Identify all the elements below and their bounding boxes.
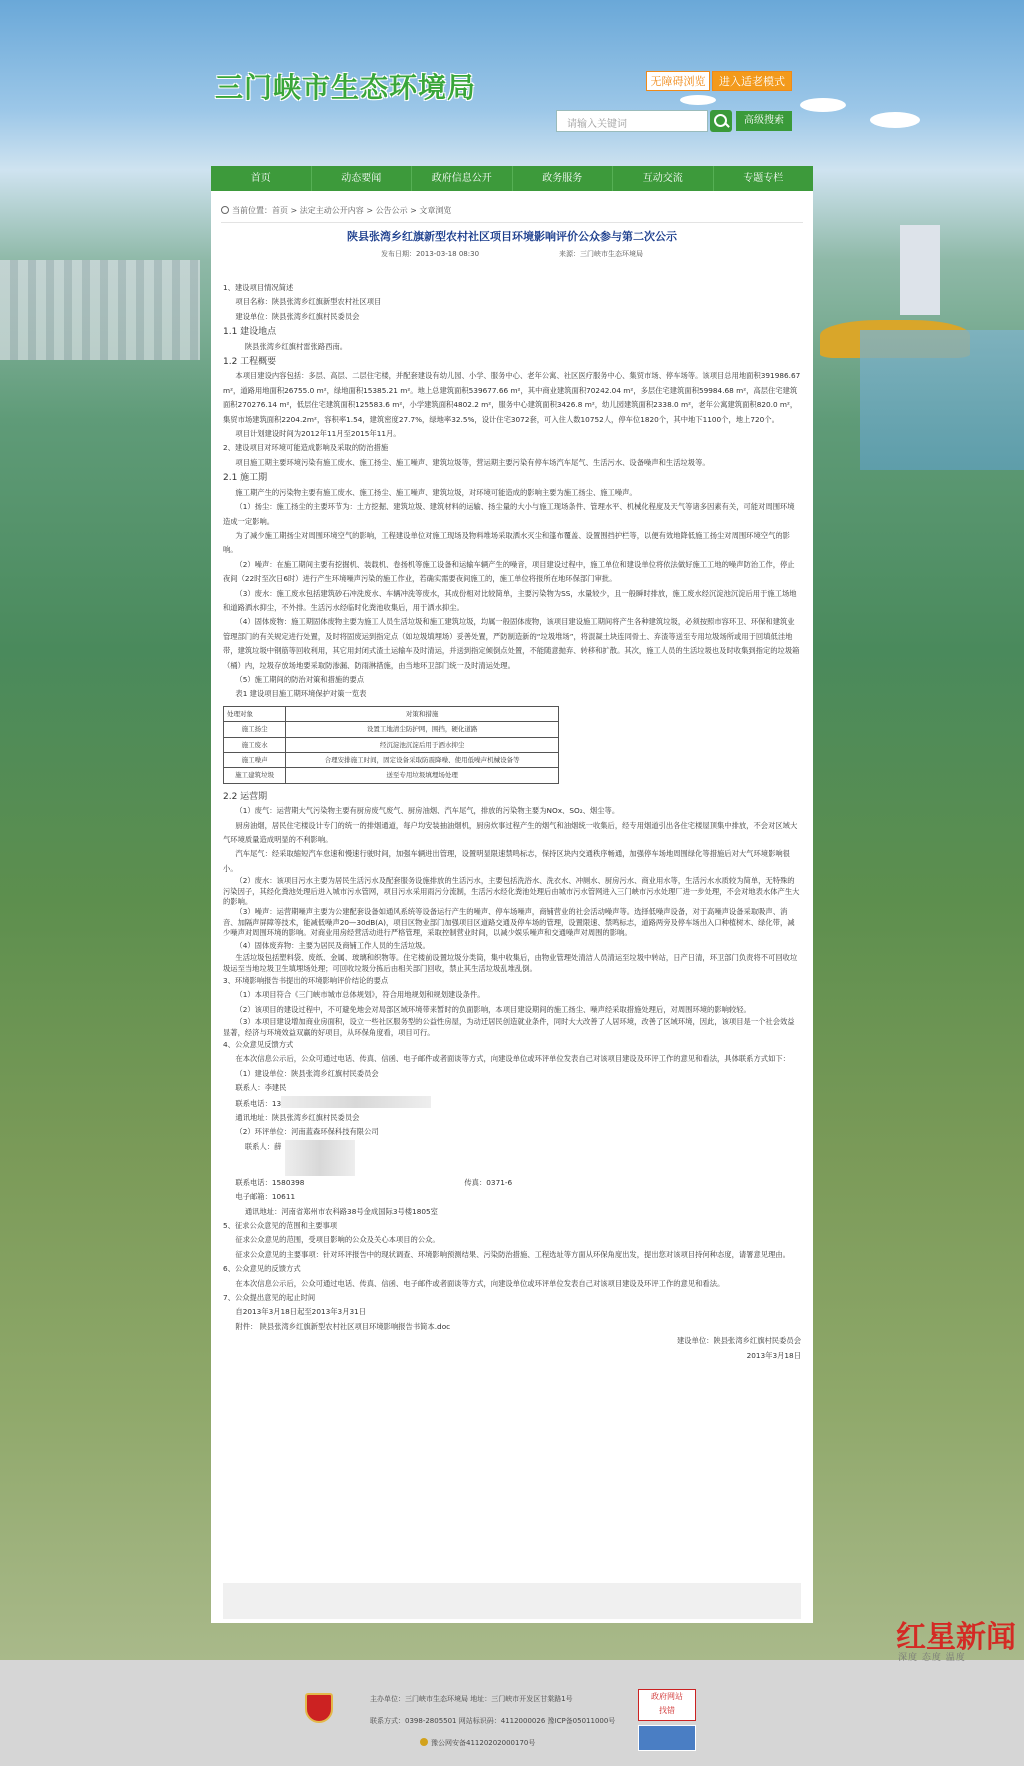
table-cell: 施工扬尘 bbox=[224, 722, 286, 737]
body-text: 7、公众提出意见的起止时间 bbox=[223, 1293, 316, 1303]
error-report-badge[interactable] bbox=[638, 1689, 696, 1721]
article-meta bbox=[211, 249, 813, 259]
table-cell: 经沉淀池沉淀后用于洒水抑尘 bbox=[286, 737, 559, 752]
contact-line: 通讯地址：陕县张湾乡红旗村民委员会 bbox=[235, 1112, 360, 1122]
contact-line: （1）建设单位：陕县张湾乡红旗村民委员会 bbox=[235, 1068, 379, 1078]
section-heading: 1.2 工程概要 bbox=[223, 357, 277, 368]
body-text: （5）施工期间的防治对策和措施的要点 bbox=[235, 674, 365, 684]
bg-town bbox=[0, 260, 200, 360]
body-text: 4、公众意见反馈方式 bbox=[223, 1039, 294, 1049]
body-text: 施工期产生的污染物主要有施工废水、施工扬尘、施工噪声、建筑垃圾，对环境可能造成的影响主要为施工扬尘、施工噪声。 bbox=[235, 487, 637, 497]
body-text: 3、环境影响报告书提出的环境影响评价结论的要点 bbox=[223, 975, 389, 985]
body-text: 项目计划建设时间为2012年11月至2015年11月。 bbox=[235, 429, 401, 439]
contact-email: 电子邮箱：10611 bbox=[235, 1192, 296, 1202]
contact-line: （2）环评单位：河南蓝森环保科技有限公司 bbox=[235, 1127, 379, 1137]
accessibility-button[interactable]: 无障碍浏览 bbox=[646, 71, 710, 91]
body-text: 在本次信息公示后，公众可通过电话、传真、信函、电子邮件或者面谈等方式，向建设单位或环评单位发表自己对该项目建设及环评工作的意见和看法。 bbox=[235, 1278, 725, 1288]
measures-table bbox=[223, 706, 559, 784]
search-input[interactable]: 请输入关键词 bbox=[556, 110, 708, 132]
body-text: 在本次信息公示后，公众可通过电话、传真、信函、电子邮件或者面谈等方式，向建设单位或环评单位发表自己对该项目建设及环评工作的意见和看法，具体联系方式如下： bbox=[235, 1054, 790, 1064]
swan-decoration bbox=[680, 95, 716, 105]
signature: 建设单位：陕县张湾乡红旗村民委员会 bbox=[676, 1336, 801, 1346]
footer-police bbox=[420, 1738, 535, 1748]
table-header-cell: 对策和措施 bbox=[286, 706, 559, 721]
article-panel bbox=[211, 191, 813, 1623]
body-text: （4）固体废弃物：主要为居民及商铺工作人员的生活垃圾。 bbox=[235, 940, 430, 950]
party-emblem-icon[interactable] bbox=[305, 1693, 333, 1723]
body-text: 为了减少施工期扬尘对周围环境空气的影响，工程建设单位对施工现场及物料堆场采取洒水灭尘和篷布覆盖、设置围挡护栏等，以便有效地降低施工扬尘对周围环境空气的影响。 bbox=[223, 530, 790, 555]
site-footer bbox=[0, 1660, 1024, 1766]
breadcrumb-text[interactable]: 当前位置：首页 > 法定主动公开内容 > 公告公示 > 文章浏览 bbox=[232, 206, 452, 215]
bg-towers bbox=[900, 225, 940, 315]
body-text: （1）本项目符合《三门峡市城市总体规划》，符合用地规划和规划建设条件。 bbox=[235, 990, 485, 1000]
section-heading: 2.2 运营期 bbox=[223, 791, 268, 802]
police-badge-icon bbox=[420, 1738, 428, 1746]
body-text: 本项目建设内容包括：多层、高层、二层住宅楼，并配套建设有幼儿园、小学、服务中心、老年公寓、社区医疗服务中心、集贸市场、停车场等。该项目总用地面积391986.67 m²，道路用地面积26755.0 m²，绿地面积15385.21 m²。地上总建筑面积539677.66 m²，其中商业建筑面积70242.04 m²，多层住宅建筑面积59984.68 m²，高层住宅建筑面积270276.14 m²，低层住宅建筑面积125583.6 m²，小学建筑面积4802.2 m²，服务中心建筑面积3426.8 m²，幼儿园建筑面积2338.0 m²，老年公寓建筑面积820.0 m²，集贸市场建筑面积2204.2m²，容积率1.54，建筑密度27.7%，绿地率32.5%，设计住宅3072套，可入住人数10752人，停车位1820个，其中地下1100个，地上720个。 bbox=[223, 371, 801, 424]
body-text: 项目施工期主要环境污染有施工废水、施工扬尘、施工噪声、建筑垃圾等，营运期主要污染有停车场汽车尾气、生活污水、设备噪声和生活垃圾等。 bbox=[235, 457, 710, 467]
watermark-brand: 红星新闻 bbox=[896, 1620, 1016, 1655]
table-cell: 设置工地清尘防护网，围挡，硬化道路 bbox=[286, 722, 559, 737]
signature-date: 2013年3月18日 bbox=[746, 1350, 801, 1360]
contact-phone: 联系电话：13 bbox=[235, 1098, 282, 1108]
nav-home[interactable]: 首页 bbox=[211, 166, 312, 191]
body-text: （3）噪声：运营期噪声主要为公建配套设备如通风系统等设备运行产生的噪声、停车场噪声，商铺营业的社会活动噪声等。选择低噪声设备，对于高噪声设备采取吸声、消音、加隔声屏障等技术，能减低噪声20—30dB(A)，项目区物业部门加强项目区道路交通及停车场的管理，设置限速、禁鸣标志，道路两旁及停车场出入口种植树木、绿化带，减少噪声对周围环境的影响。对商业用房经营活动进行严格管理，采取控制营业时间，以减少娱乐噪声和交通噪声对周围的影响。 bbox=[223, 907, 795, 938]
body-text: （1）扬尘：施工扬尘的主要环节为：土方挖掘、建筑垃圾、建筑材料的运输、扬尘量的大小与施工现场条件、管理水平、机械化程度及天气等诸多因素有关，可能对周围环境造成一定影响。 bbox=[223, 502, 795, 526]
body-text: （1）废气：运营期大气污染物主要有厨房废气废气、厨房油烟、汽车尾气，排放的污染物主要为NOx、SO₂、烟尘等。 bbox=[235, 806, 620, 816]
footer-police-text[interactable]: 豫公网安备41120202000170号 bbox=[431, 1739, 536, 1747]
table-row bbox=[224, 737, 559, 752]
nav-info-disclosure[interactable]: 政府信息公开 bbox=[412, 166, 513, 191]
elderly-mode-button[interactable]: 进入适老模式 bbox=[712, 71, 792, 91]
body-text: （3）废水：施工废水包括建筑砂石冲洗废水、车辆冲洗等废水，其成份相对比较简单，主要污染物为SS，水量较少，且一般瞬时排放，施工废水经沉淀池沉淀后用于施工场地和道路洒水抑尘，不外排。生活污水经临时化粪池收集后，用于洒水抑尘。 bbox=[223, 588, 797, 612]
contact-address: 通讯地址：河南省郑州市农科路38号金成国际3号楼1805室 bbox=[244, 1206, 438, 1216]
table-header-row bbox=[224, 706, 559, 721]
table-cell: 送至专用垃圾填埋场处理 bbox=[286, 768, 559, 783]
body-text: 厨房油烟，居民住宅楼设计专门的统一的排烟通道，每户均安装抽油烟机，厨房炊事过程产生的烟气和油烟统一收集后，经专用烟道引出各住宅楼屋顶集中排放，不会对区域大气环境质量造成明显的不利影响。 bbox=[223, 820, 798, 845]
body-text: 生活垃圾包括塑料袋、废纸、金属、玻璃和织物等。住宅楼前设置垃圾分类筒，集中收集后，由物业管理处清洁人员清运至垃圾中转站，日产日清，环卫部门负责将不可回收垃圾运至当地垃圾卫生填埋场处理；可回收垃圾分拣后由相关部门回收，禁止其生活垃圾乱堆乱倒。 bbox=[223, 953, 798, 973]
table-cell: 合理安排施工时间，固定设备采取防震降噪、使用低噪声机械设备等 bbox=[286, 753, 559, 768]
contact-fax: 传真：0371-6 bbox=[464, 1177, 513, 1187]
table-row bbox=[224, 753, 559, 768]
gov-site-badge-icon[interactable] bbox=[638, 1725, 696, 1751]
breadcrumb bbox=[221, 205, 803, 223]
contact-line: 联系人：李建民 bbox=[235, 1083, 287, 1093]
table-cell: 施工废水 bbox=[224, 737, 286, 752]
swan-decoration bbox=[800, 98, 846, 112]
body-text: 2、建设项目对环境可能造成影响及采取的防治措施 bbox=[223, 443, 389, 453]
redacted-blur bbox=[285, 1140, 355, 1176]
footer-contact: 联系方式：0398-2805501 网站标识码：4112000026 豫ICP备05011000号 bbox=[370, 1717, 616, 1725]
body-text: 自2013年3月18日起至2013年3月31日 bbox=[235, 1307, 367, 1317]
body-text: （2）该项目的建设过程中，不可避免地会对局部区域环境带来暂时的负面影响，本项目建设期间的施工扬尘、噪声经采取措施处理后，对周围环境的影响较轻。 bbox=[235, 1004, 751, 1014]
body-text: 建设单位：陕县张湾乡红旗村民委员会 bbox=[235, 311, 360, 321]
article-date: 发布日期：2013-03-18 08:30 bbox=[380, 250, 480, 258]
badge-line: 政府网站 bbox=[651, 1692, 683, 1701]
body-text: 征求公众意见的主要事项：针对环评报告中的现状调查、环境影响预测结果、污染防治措施、工程选址等方面从环保角度出发，提出您对该项目持何种态度，请署意见理由。 bbox=[235, 1249, 790, 1259]
body-text: 1、建设项目情况简述 bbox=[223, 283, 294, 292]
contact-line bbox=[223, 1096, 801, 1111]
location-icon bbox=[221, 206, 229, 214]
footer-sponsor: 主办单位：三门峡市生态环境局 地址：三门峡市开发区甘棠路1号 bbox=[370, 1695, 573, 1703]
watermark-slogan: 深度 态度 温度 bbox=[898, 1653, 966, 1663]
site-title[interactable]: 三门峡市生态环境局 bbox=[215, 71, 477, 104]
table-row bbox=[224, 722, 559, 737]
body-text: （2）废水：该项目污水主要为居民生活污水及配套服务设施排放的生活污水，主要包括洗浴水、洗衣水、冲厕水、厨房污水、商业用水等，生活污水水质较为简单，无特殊的污染因子，其经化粪池处理后进入城市污水管网，项目污水采用雨污分流制，生活污水经化粪池处理后由城市污水管网进入三门峡市污水处理厂进一步处理，不会对地表水体产生大的影响。 bbox=[223, 876, 800, 907]
nav-interaction[interactable]: 互动交流 bbox=[613, 166, 714, 191]
advanced-search-button[interactable]: 高级搜索 bbox=[736, 111, 792, 131]
contact-phone: 联系电话：1580398 bbox=[235, 1177, 305, 1187]
table-header-cell: 处理对象 bbox=[224, 706, 286, 721]
contact-person: 联系人：薛 bbox=[244, 1141, 282, 1151]
attachment-link[interactable]: 附件： 陕县张湾乡红旗新型农村社区项目环境影响报告书简本.doc bbox=[235, 1321, 451, 1331]
table-cell: 施工建筑垃圾 bbox=[224, 768, 286, 783]
body-text: 6、公众意见的反馈方式 bbox=[223, 1264, 301, 1274]
bg-river bbox=[860, 330, 1024, 470]
swan-decoration bbox=[870, 112, 920, 128]
main-nav bbox=[211, 166, 813, 191]
redacted-blur bbox=[281, 1096, 431, 1108]
share-bar bbox=[223, 1583, 801, 1619]
section-heading: 1.1 建设地点 bbox=[223, 327, 277, 338]
nav-topics[interactable]: 专题专栏 bbox=[743, 173, 784, 184]
table-row bbox=[224, 768, 559, 783]
body-text: （3）本项目建设增加商业房面积，设立一些社区服务型的公益性房屋，为动迁居民创造就业条件，同时大大改善了人居环境，改善了区域环境，因此，该项目是一个社会效益显著，经济与环境效益双赢的好项目，从环保角度看，项目可行。 bbox=[223, 1017, 795, 1037]
body-text: 陕县张湾乡红旗村雷张路西南。 bbox=[244, 341, 348, 351]
badge-line: 找错 bbox=[659, 1706, 675, 1715]
contact-line bbox=[223, 1176, 801, 1190]
table-caption: 表1 建设项目施工期环境保护对策一览表 bbox=[235, 689, 367, 699]
contact-line bbox=[223, 1140, 801, 1176]
article-title: 陕县张湾乡红旗新型农村社区项目环境影响评价公众参与第二次公示 bbox=[347, 230, 677, 243]
article-source: 来源：三门峡市生态环境局 bbox=[559, 250, 644, 258]
body-text: 征求公众意见的范围，受项目影响的公众及关心本项目的公众。 bbox=[235, 1235, 440, 1245]
nav-services[interactable]: 政务服务 bbox=[513, 166, 614, 191]
body-text: （4）固体废物：施工期固体废物主要为施工人员生活垃圾和施工建筑垃圾，均属一般固体废物，该项目建设施工期间将产生各种建筑垃圾，必须按照市容环卫、环保和建筑业管理部门的有关规定进行处置，及时将固废运到指定点（如垃圾填埋场）妥善处置，严防制造新的“垃圾堆场”，将混凝土块连同骨土、弃渣等送至专用垃圾场所或用于回填低洼地带，建筑垃圾中钢筋等回收利用，其它用封闭式渣土运输车及时清运，并送到指定倾倒点处置，不能随意抛弃、转移和扩散。其次，施工人员的生活垃圾也及时收集到指定的垃圾箱（桶）内，垃圾存放场地要采取防渗漏、防雨淋措施，由当地环卫部门统一及时清运处理。 bbox=[223, 617, 800, 670]
nav-news[interactable]: 动态要闻 bbox=[312, 166, 413, 191]
article-body bbox=[223, 281, 801, 1363]
body-text: 汽车尾气：经采取缩短汽车怠速和慢速行驶时间，加强车辆进出管理，设置明显限速禁鸣标志，保持区块内交通秩序畅通，加强停车场地周围绿化等措施后对大气环境影响很小。 bbox=[223, 849, 790, 873]
body-text: 5、征求公众意见的范围和主要事项 bbox=[223, 1221, 338, 1230]
search-icon[interactable] bbox=[710, 110, 732, 132]
table-cell: 施工噪声 bbox=[224, 753, 286, 768]
section-heading: 2.1 施工期 bbox=[223, 473, 268, 484]
body-text: 项目名称：陕县张湾乡红旗新型农村社区项目 bbox=[235, 297, 382, 307]
body-text: （2）噪声：在施工期间主要有挖掘机、装载机、卷扬机等施工设备和运输车辆产生的噪音，项目建设过程中，施工单位和建设单位将依法做好施工工地的噪声防治工作，停止夜间（22时至次日6时）进行产生环境噪声污染的施工作业，若确实需要夜间施工的，施工单位将报所在地环保部门审批。 bbox=[223, 559, 795, 584]
